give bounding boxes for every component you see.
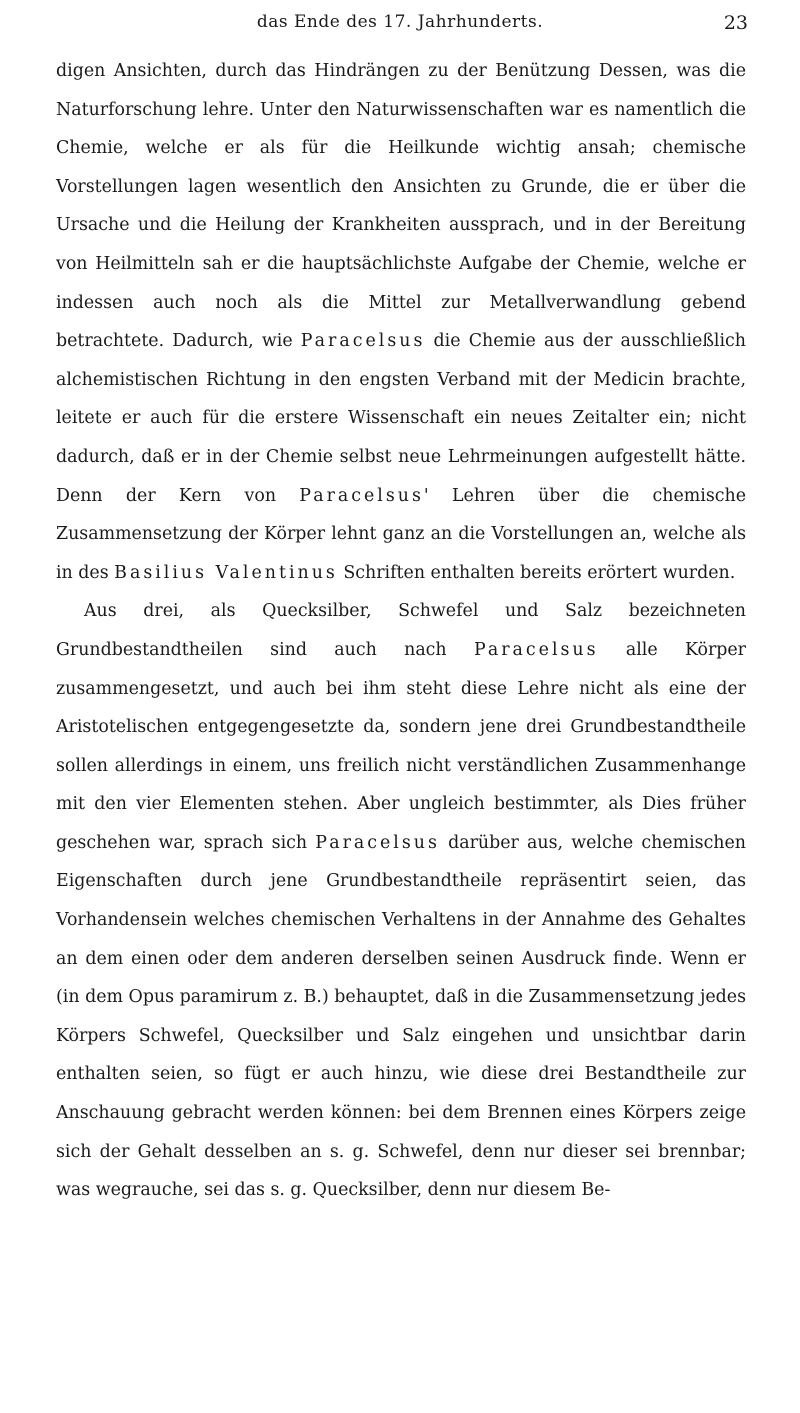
text-run: Schriften enthalten bereits erörtert wurden. xyxy=(337,562,736,583)
text-run: ' Lehren über die chemische Zusammensetzung der Körper lehnt ganz an die Vorstellungen an, welche als in des xyxy=(56,485,747,583)
text-run: darüber aus, welche chemischen Eigenschaften durch jene Grundbestandtheile repräsentirt seien, das Vorhandensein welches chemischen Verhaltens in der Annahme des Gehaltes an dem einen oder dem anderen derselben seinen Ausdruck finde. Wenn er (in dem Opus paramirum z. B.) behauptet, daß in die Zusammensetzung jedes Körpers Schwefel, Quecksilber und Salz eingehen und unsichtbar darin enthalten seien, so fügt er auch hinzu, wie diese drei Bestandtheile zur Anschauung gebracht werden können: bei dem Brennen eines Körpers zeige sich der Gehalt desselben an s. g. Schwefel, denn nur dieser sei brennbar; was wegrauche, sei das s. g. Quecksilber, denn nur diesem Be- xyxy=(56,832,746,1201)
text-run: alle Körper zusammengesetzt, und auch bei ihm steht diese Lehre nicht als eine der Aristotelischen entgegengesetzte da, sondern jene drei Grundbestandtheile sollen allerdings in einem, uns freilich nicht verständlichen Zusammenhange mit den vier Elementen stehen. Aber ungleich bestimmter, als Dies früher geschehen war, sprach sich xyxy=(56,639,746,853)
text-run: Aus drei, als Quecksilber, Schwefel und Salz bezeichneten Grundbestandtheilen sind auch nach xyxy=(56,601,746,660)
page-header xyxy=(52,8,748,38)
person-name: Paracelsus xyxy=(300,331,426,352)
person-name: Paracelsus xyxy=(315,832,440,853)
person-name: Paracelsus xyxy=(299,485,424,506)
person-name: Paracelsus xyxy=(473,639,599,660)
body-text xyxy=(56,52,746,1210)
paragraph xyxy=(56,52,746,592)
paragraph xyxy=(56,592,746,1210)
page-number: 23 xyxy=(723,12,748,34)
text-run: digen Ansichten, durch das Hindrängen zu der Benützung Dessen, was die Naturforschung lehre. Unter den Naturwissenschaften war es namentlich die Chemie, welche er als für die Heilkunde wichtig ansah; chemische Vorstellungen lagen wesentlich den Ansichten zu Grunde, die er über die Ursache und die Heilung der Krankheiten aussprach, und in der Bereitung von Heilmitteln sah er die hauptsächlichste Aufgabe der Chemie, welche er indessen auch noch als die Mittel zur Metallverwandlung gebend betrachtete. Dadurch, wie xyxy=(56,61,746,352)
running-title: das Ende des 17. Jahrhunderts. xyxy=(256,12,544,32)
person-name: Basilius Valentinus xyxy=(114,562,338,583)
text-run: die Chemie aus der ausschließlich alchemistischen Richtung in den engsten Verband mit der Medicin brachte, leitete er auch für die erstere Wissenschaft ein neues Zeitalter ein; nicht dadurch, daß er in der Chemie selbst neue Lehrmeinungen aufgestellt hätte. Denn der Kern von xyxy=(56,331,746,506)
